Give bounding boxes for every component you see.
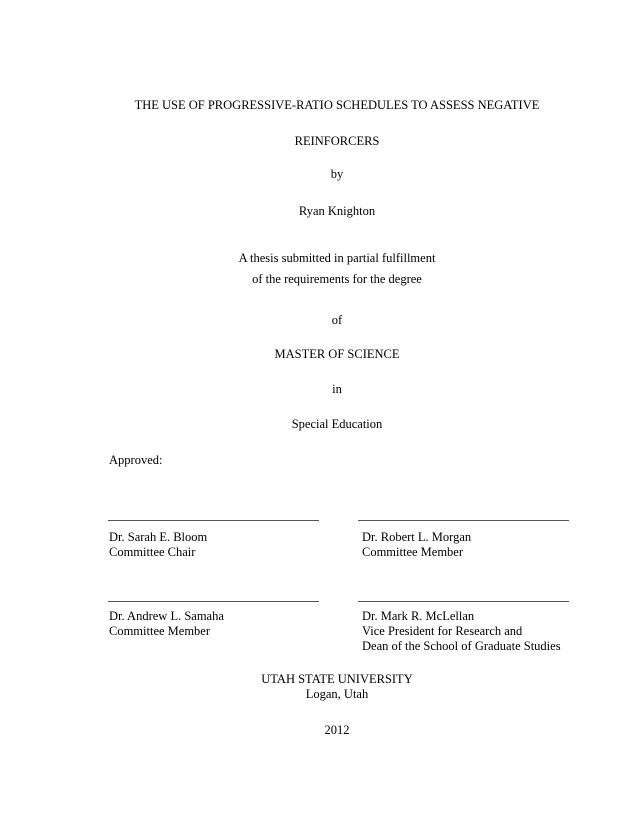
signatory-name: Dr. Mark R. McLellan — [362, 609, 475, 623]
signature-line — [358, 520, 569, 521]
degree-name: MASTER OF SCIENCE — [274, 347, 400, 361]
signatory-role: Committee Chair — [109, 545, 196, 559]
signature-line — [358, 601, 569, 602]
signatory-name: Dr. Robert L. Morgan — [362, 530, 472, 544]
institution-name: UTAH STATE UNIVERSITY — [261, 672, 413, 686]
statement-line-2: of the requirements for the degree — [252, 272, 422, 286]
of-text: of — [331, 313, 343, 327]
author-name: Ryan Knighton — [298, 204, 376, 218]
signatory-role: Committee Member — [109, 624, 211, 638]
submission-year: 2012 — [324, 723, 350, 737]
title-line-1: THE USE OF PROGRESSIVE-RATIO SCHEDULES TO ASSESS NEGATIVE — [134, 98, 540, 112]
in-text: in — [332, 382, 342, 396]
institution-location: Logan, Utah — [305, 687, 369, 701]
signatory-name: Dr. Sarah E. Bloom — [109, 530, 208, 544]
signatory-role: Committee Member — [362, 545, 464, 559]
approved-label: Approved: — [109, 453, 163, 467]
signatory-role: Dean of the School of Graduate Studies — [362, 639, 561, 653]
by-text: by — [330, 167, 344, 181]
signature-line — [108, 520, 319, 521]
field-of-study: Special Education — [291, 417, 383, 431]
signatory-role: Vice President for Research and — [362, 624, 523, 638]
signatory-name: Dr. Andrew L. Samaha — [109, 609, 224, 623]
statement-line-1: A thesis submitted in partial fulfillment — [238, 251, 436, 265]
signature-line — [108, 601, 319, 602]
title-line-2: REINFORCERS — [294, 134, 380, 148]
